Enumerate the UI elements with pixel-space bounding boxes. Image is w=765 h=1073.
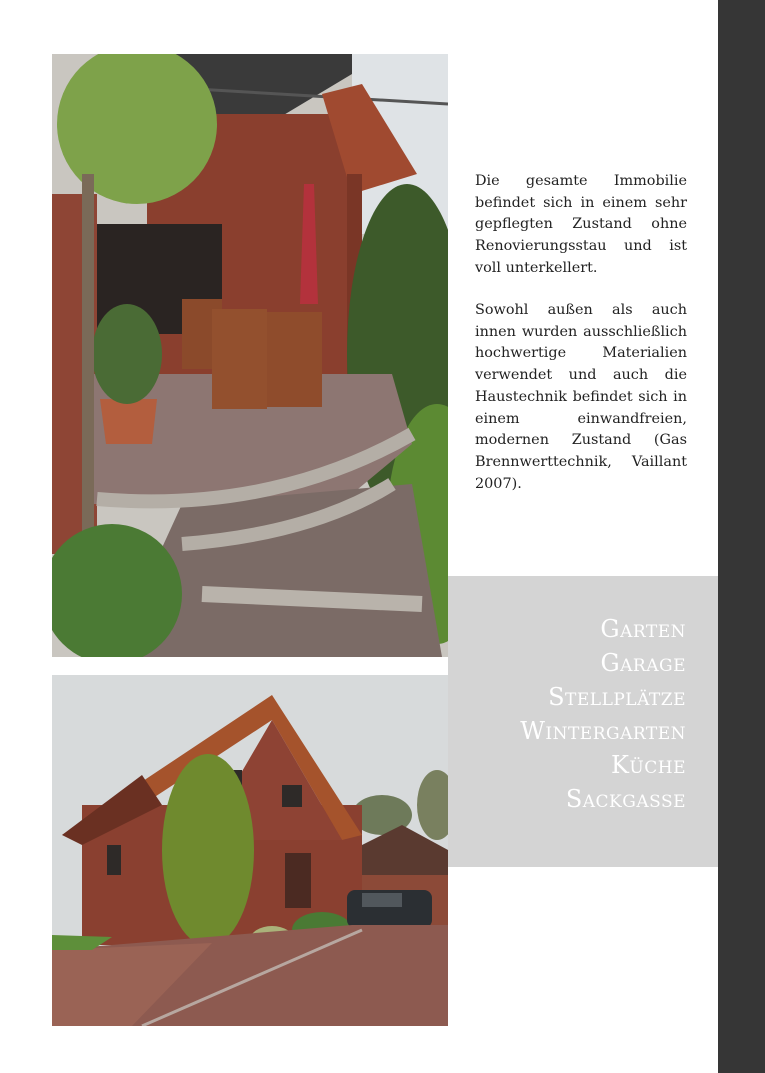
feature-item: Küche bbox=[611, 751, 686, 779]
description-paragraph-2: Sowohl außen als auch innen wurden ausschließlich hochwertige Materialien verwendet und auch die Haustechnik befindet sich in einem einwandfreien, modernen Zustand (Gas Brennwerttechnik, Vaillant 2007). bbox=[475, 302, 687, 492]
feature-item: Stellplätze bbox=[548, 683, 686, 711]
side-bar bbox=[718, 0, 765, 1073]
feature-item: Garten bbox=[600, 615, 686, 643]
house-photo bbox=[52, 675, 448, 1026]
terrace-photo bbox=[52, 54, 448, 657]
description-paragraph-1: Die gesamte Immobilie befindet sich in einem sehr gepflegten Zustand ohne Renovierungsstau und ist voll unterkellert. bbox=[475, 173, 687, 276]
feature-item: Garage bbox=[600, 649, 686, 677]
feature-item: Sackgasse bbox=[565, 785, 686, 813]
feature-item: Wintergarten bbox=[520, 717, 686, 745]
feature-list bbox=[448, 612, 686, 816]
